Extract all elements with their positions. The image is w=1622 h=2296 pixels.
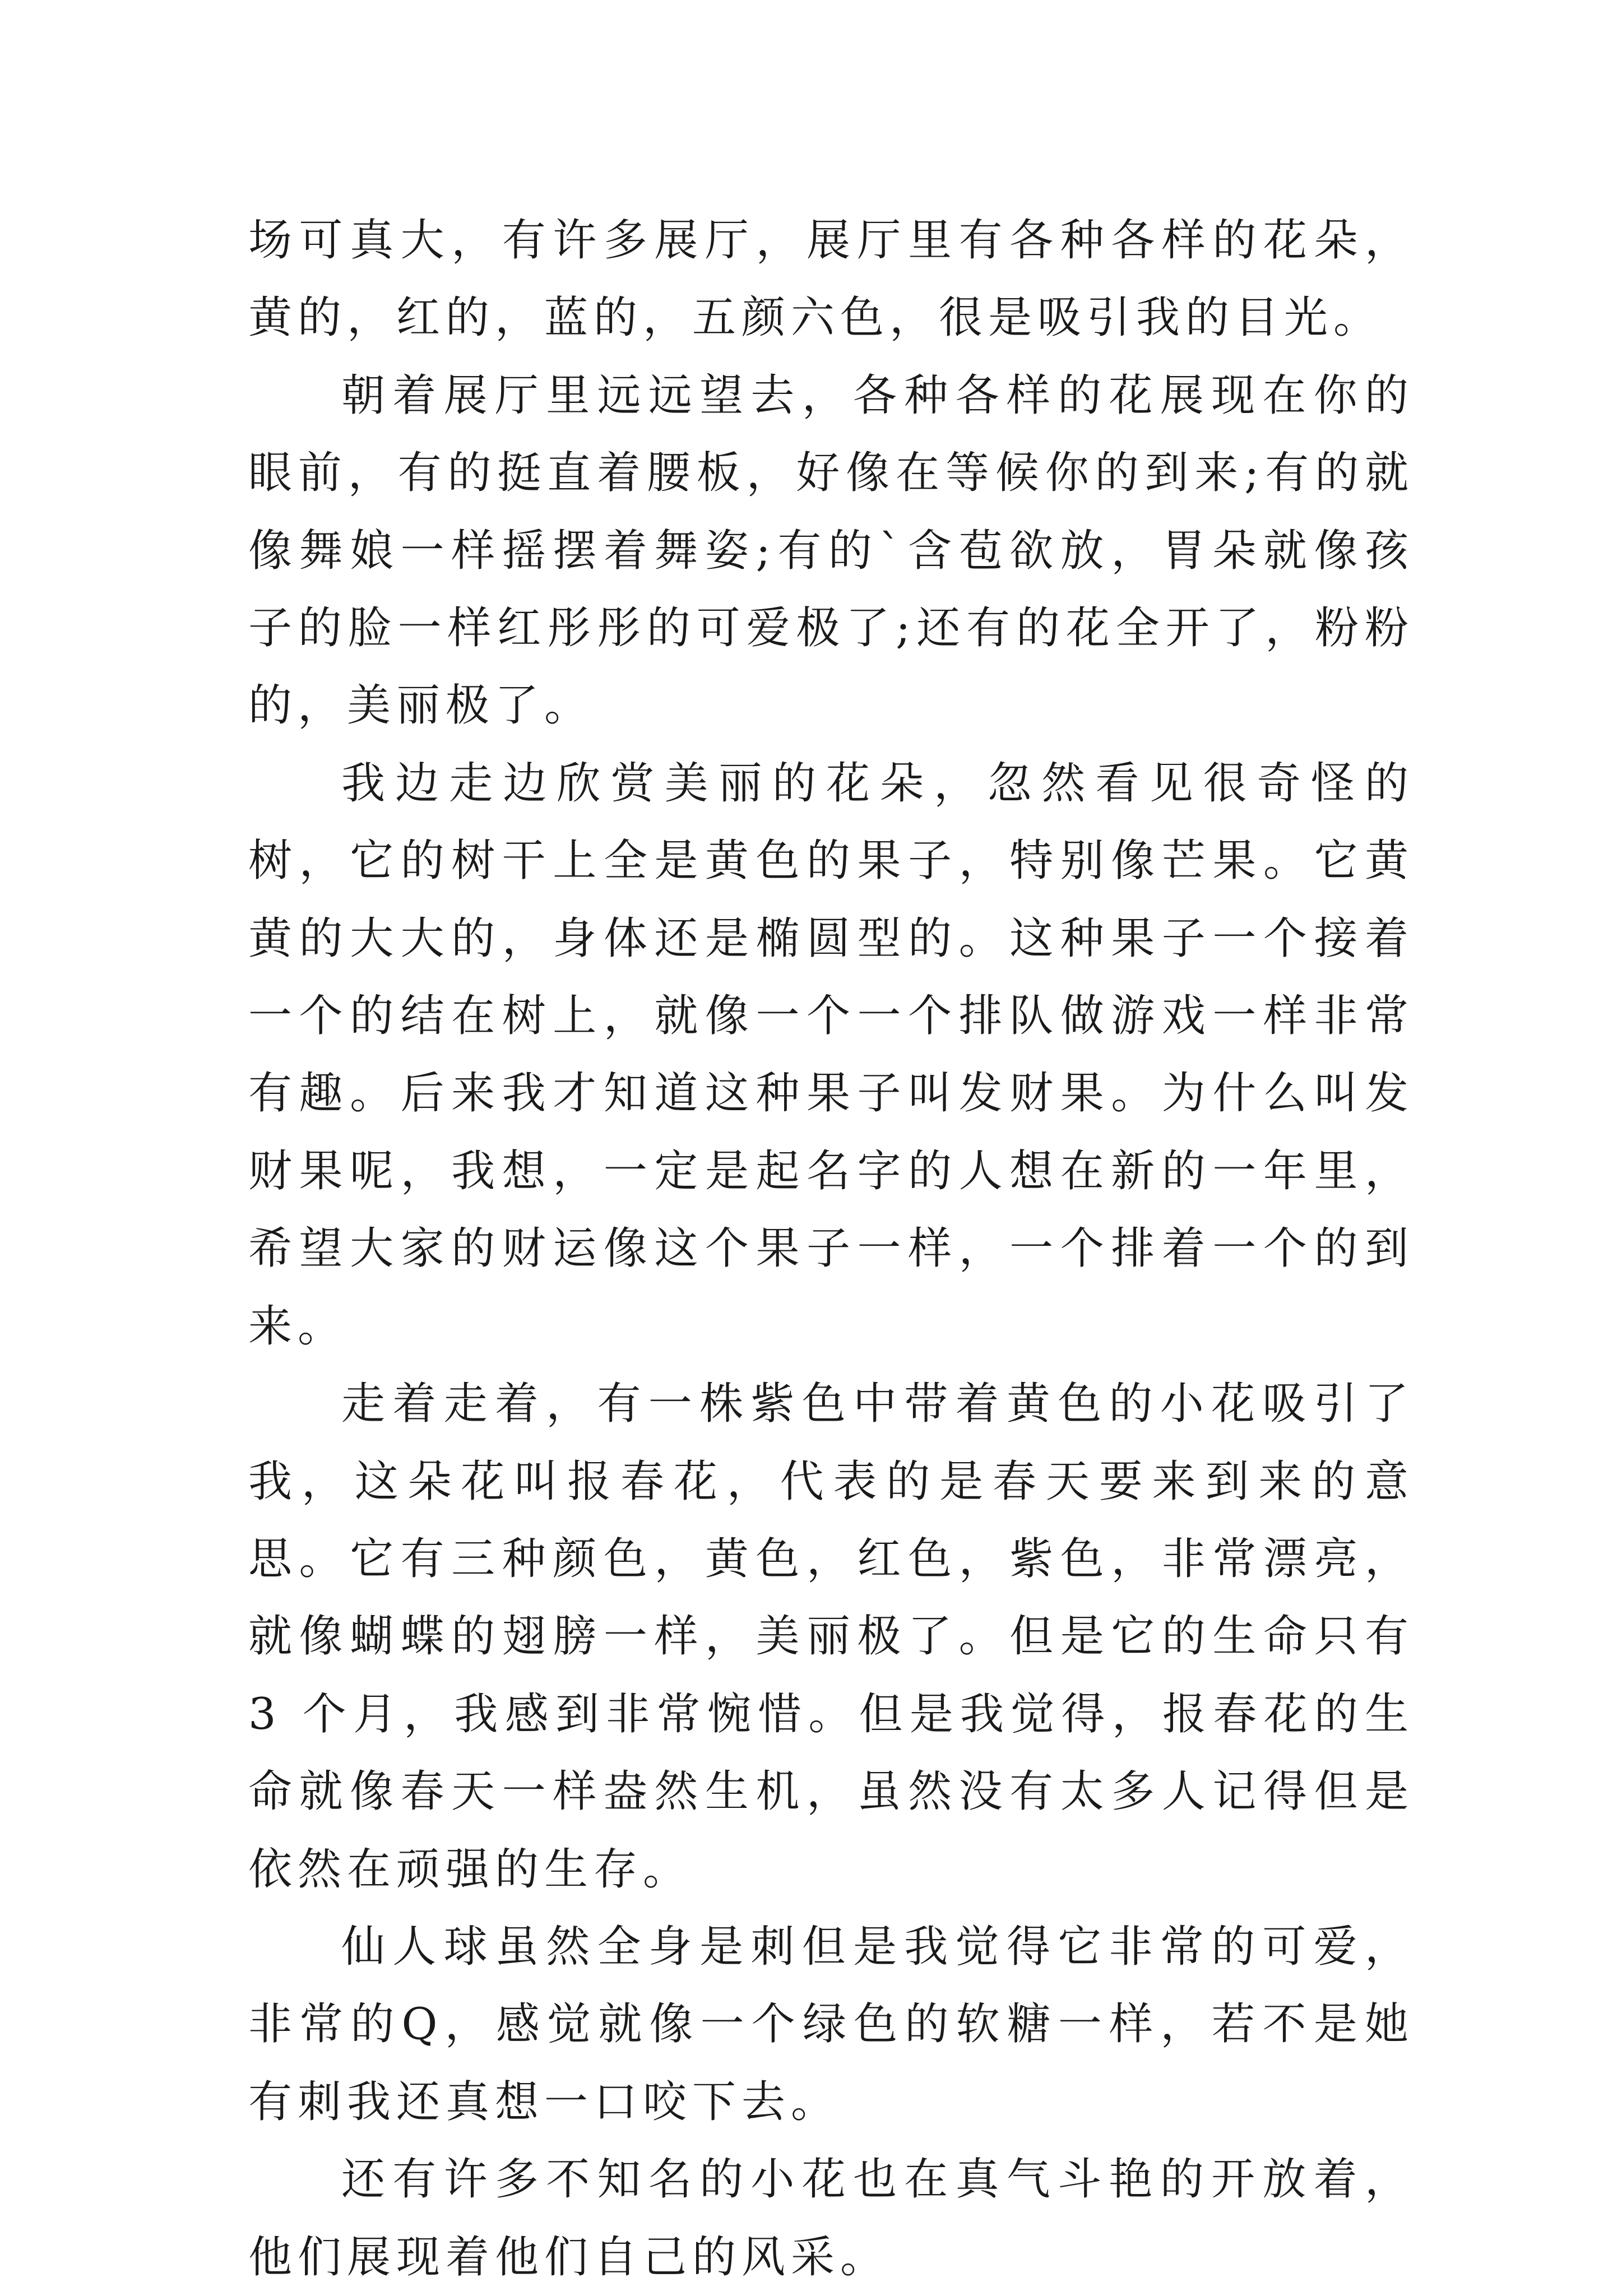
paragraph-4: 走着走着，有一株紫色中带着黄色的小花吸引了我，这朵花叫报春花，代表的是春天要来到来的意思。它有三种颜色，黄色，红色，紫色，非常漂亮，就像蝴蝶的翅膀一样，美丽极了。但是它的生命只有 3 个月，我感到非常惋惜。但是我觉得，报春花的生命就像春天一样盎然生机，虽然没有太多人记得但是依然在顽强的生存。: [248, 1379, 1414, 1895]
paragraph-1: 场可真大，有许多展厅，展厅里有各种各样的花朵，黄的，红的，蓝的，五颜六色，很是吸引我的目光。: [248, 215, 1414, 344]
paragraph-5: 仙人球虽然全身是刺但是我觉得它非常的可爱，非常的Q，感觉就像一个绿色的软糖一样，若不是她有刺我还真想一口咬下去。: [248, 1921, 1414, 2127]
paragraph-2: 朝着展厅里远远望去，各种各样的花展现在你的眼前，有的挺直着腰板，好像在等候你的到来;有的就像舞娘一样摇摆着舞姿;有的`含苞欲放，胃朵就像孩子的脸一样红彤彤的可爱极了;还有的花全开了，粉粉的，美丽极了。: [248, 370, 1414, 731]
paragraph-6: 还有许多不知名的小花也在真气斗艳的开放着，他们展现着他们自己的风采。: [248, 2154, 1414, 2283]
essay-body: [248, 202, 1414, 2296]
paragraph-3: 我边走边欣赏美丽的花朵，忽然看见很奇怪的树，它的树干上全是黄色的果子，特别像芒果。它黄黄的大大的，身体还是椭圆型的。这种果子一个接着一个的结在树上，就像一个一个排队做游戏一样非常有趣。后来我才知道这种果子叫发财果。为什么叫发财果呢，我想，一定是起名字的人想在新的一年里，希望大家的财运像这个果子一样，一个排着一个的到来。: [248, 758, 1414, 1352]
